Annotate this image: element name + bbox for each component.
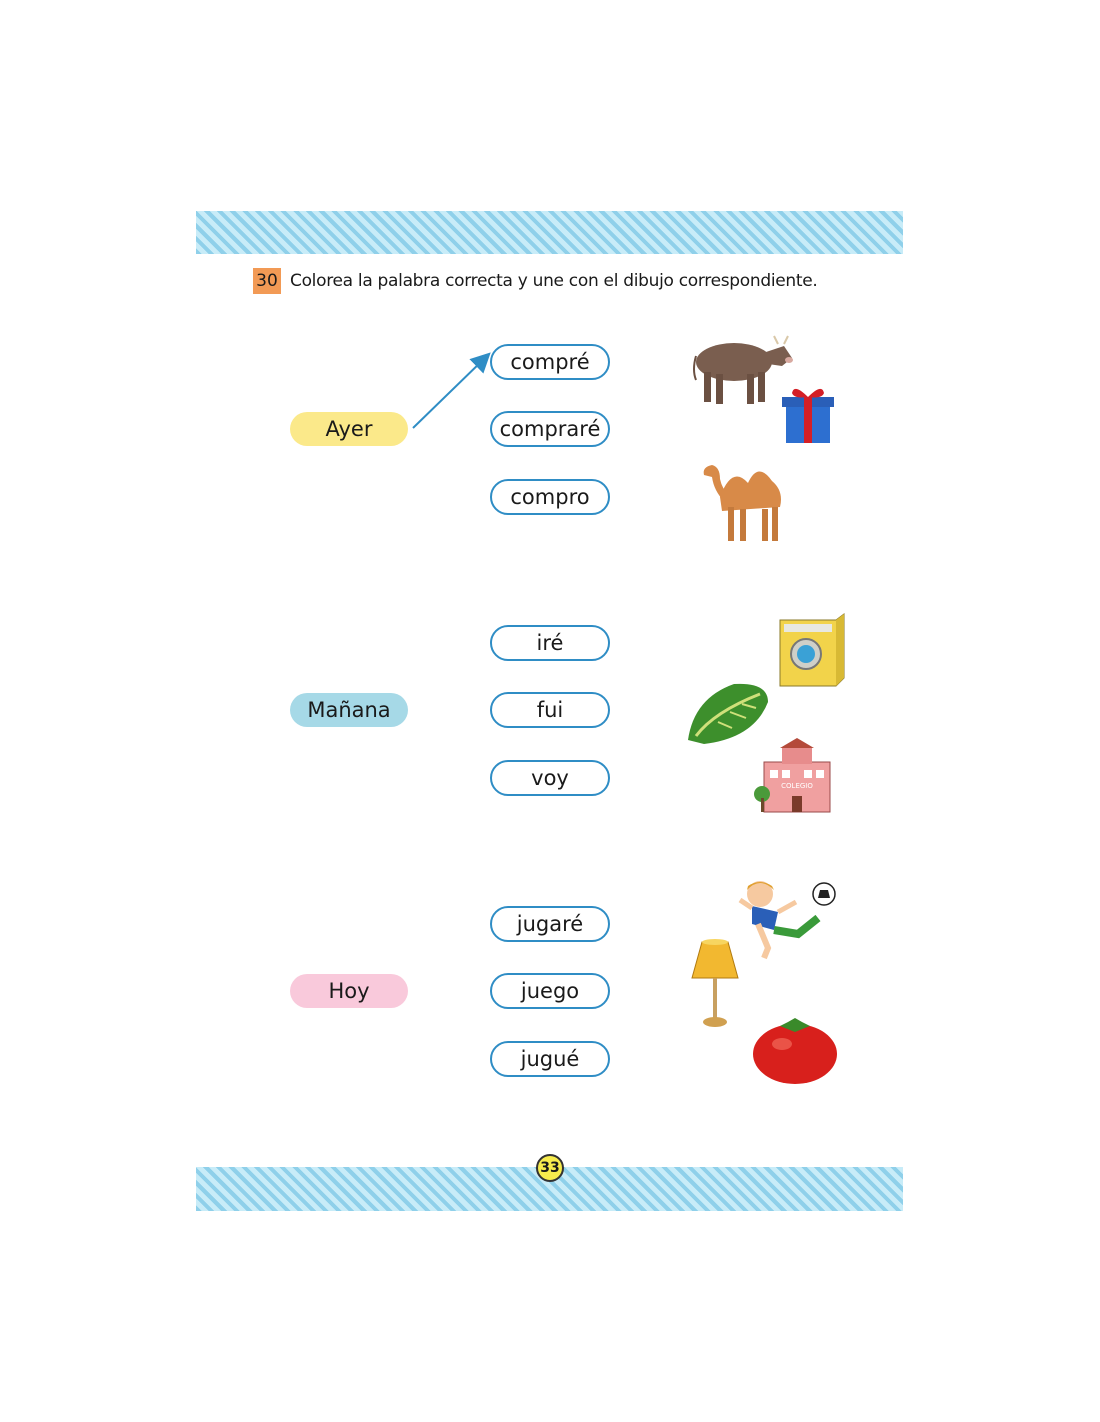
option-ire[interactable]: iré (490, 625, 610, 661)
option-voy[interactable]: voy (490, 760, 610, 796)
lamp-picture[interactable] (690, 938, 742, 1030)
washing-machine-picture[interactable] (776, 612, 848, 688)
camel-picture[interactable] (700, 457, 790, 545)
example-arrow (405, 345, 495, 435)
option-juego[interactable]: juego (490, 973, 610, 1009)
option-jugare[interactable]: jugaré (490, 906, 610, 942)
page-number: 33 (536, 1154, 564, 1182)
top-striped-band (196, 211, 903, 254)
tomato-picture[interactable] (750, 1016, 840, 1086)
option-compre[interactable]: compré (490, 344, 610, 380)
option-comprare[interactable]: compraré (490, 411, 610, 447)
option-fui[interactable]: fui (490, 692, 610, 728)
cow-picture[interactable] (692, 330, 794, 408)
school-picture[interactable] (752, 738, 836, 814)
time-label-hoy: Hoy (290, 974, 408, 1008)
boy-playing-soccer-picture[interactable] (738, 878, 840, 964)
exercise-number: 30 (253, 268, 281, 294)
time-label-manana: Mañana (290, 693, 408, 727)
time-label-ayer: Ayer (290, 412, 408, 446)
exercise-instruction: Colorea la palabra correcta y une con el dibujo correspondiente. (290, 271, 818, 291)
option-jugue[interactable]: jugué (490, 1041, 610, 1077)
school-sign: COLEGIO (781, 782, 813, 790)
gift-picture[interactable] (780, 383, 838, 445)
option-compro[interactable]: compro (490, 479, 610, 515)
